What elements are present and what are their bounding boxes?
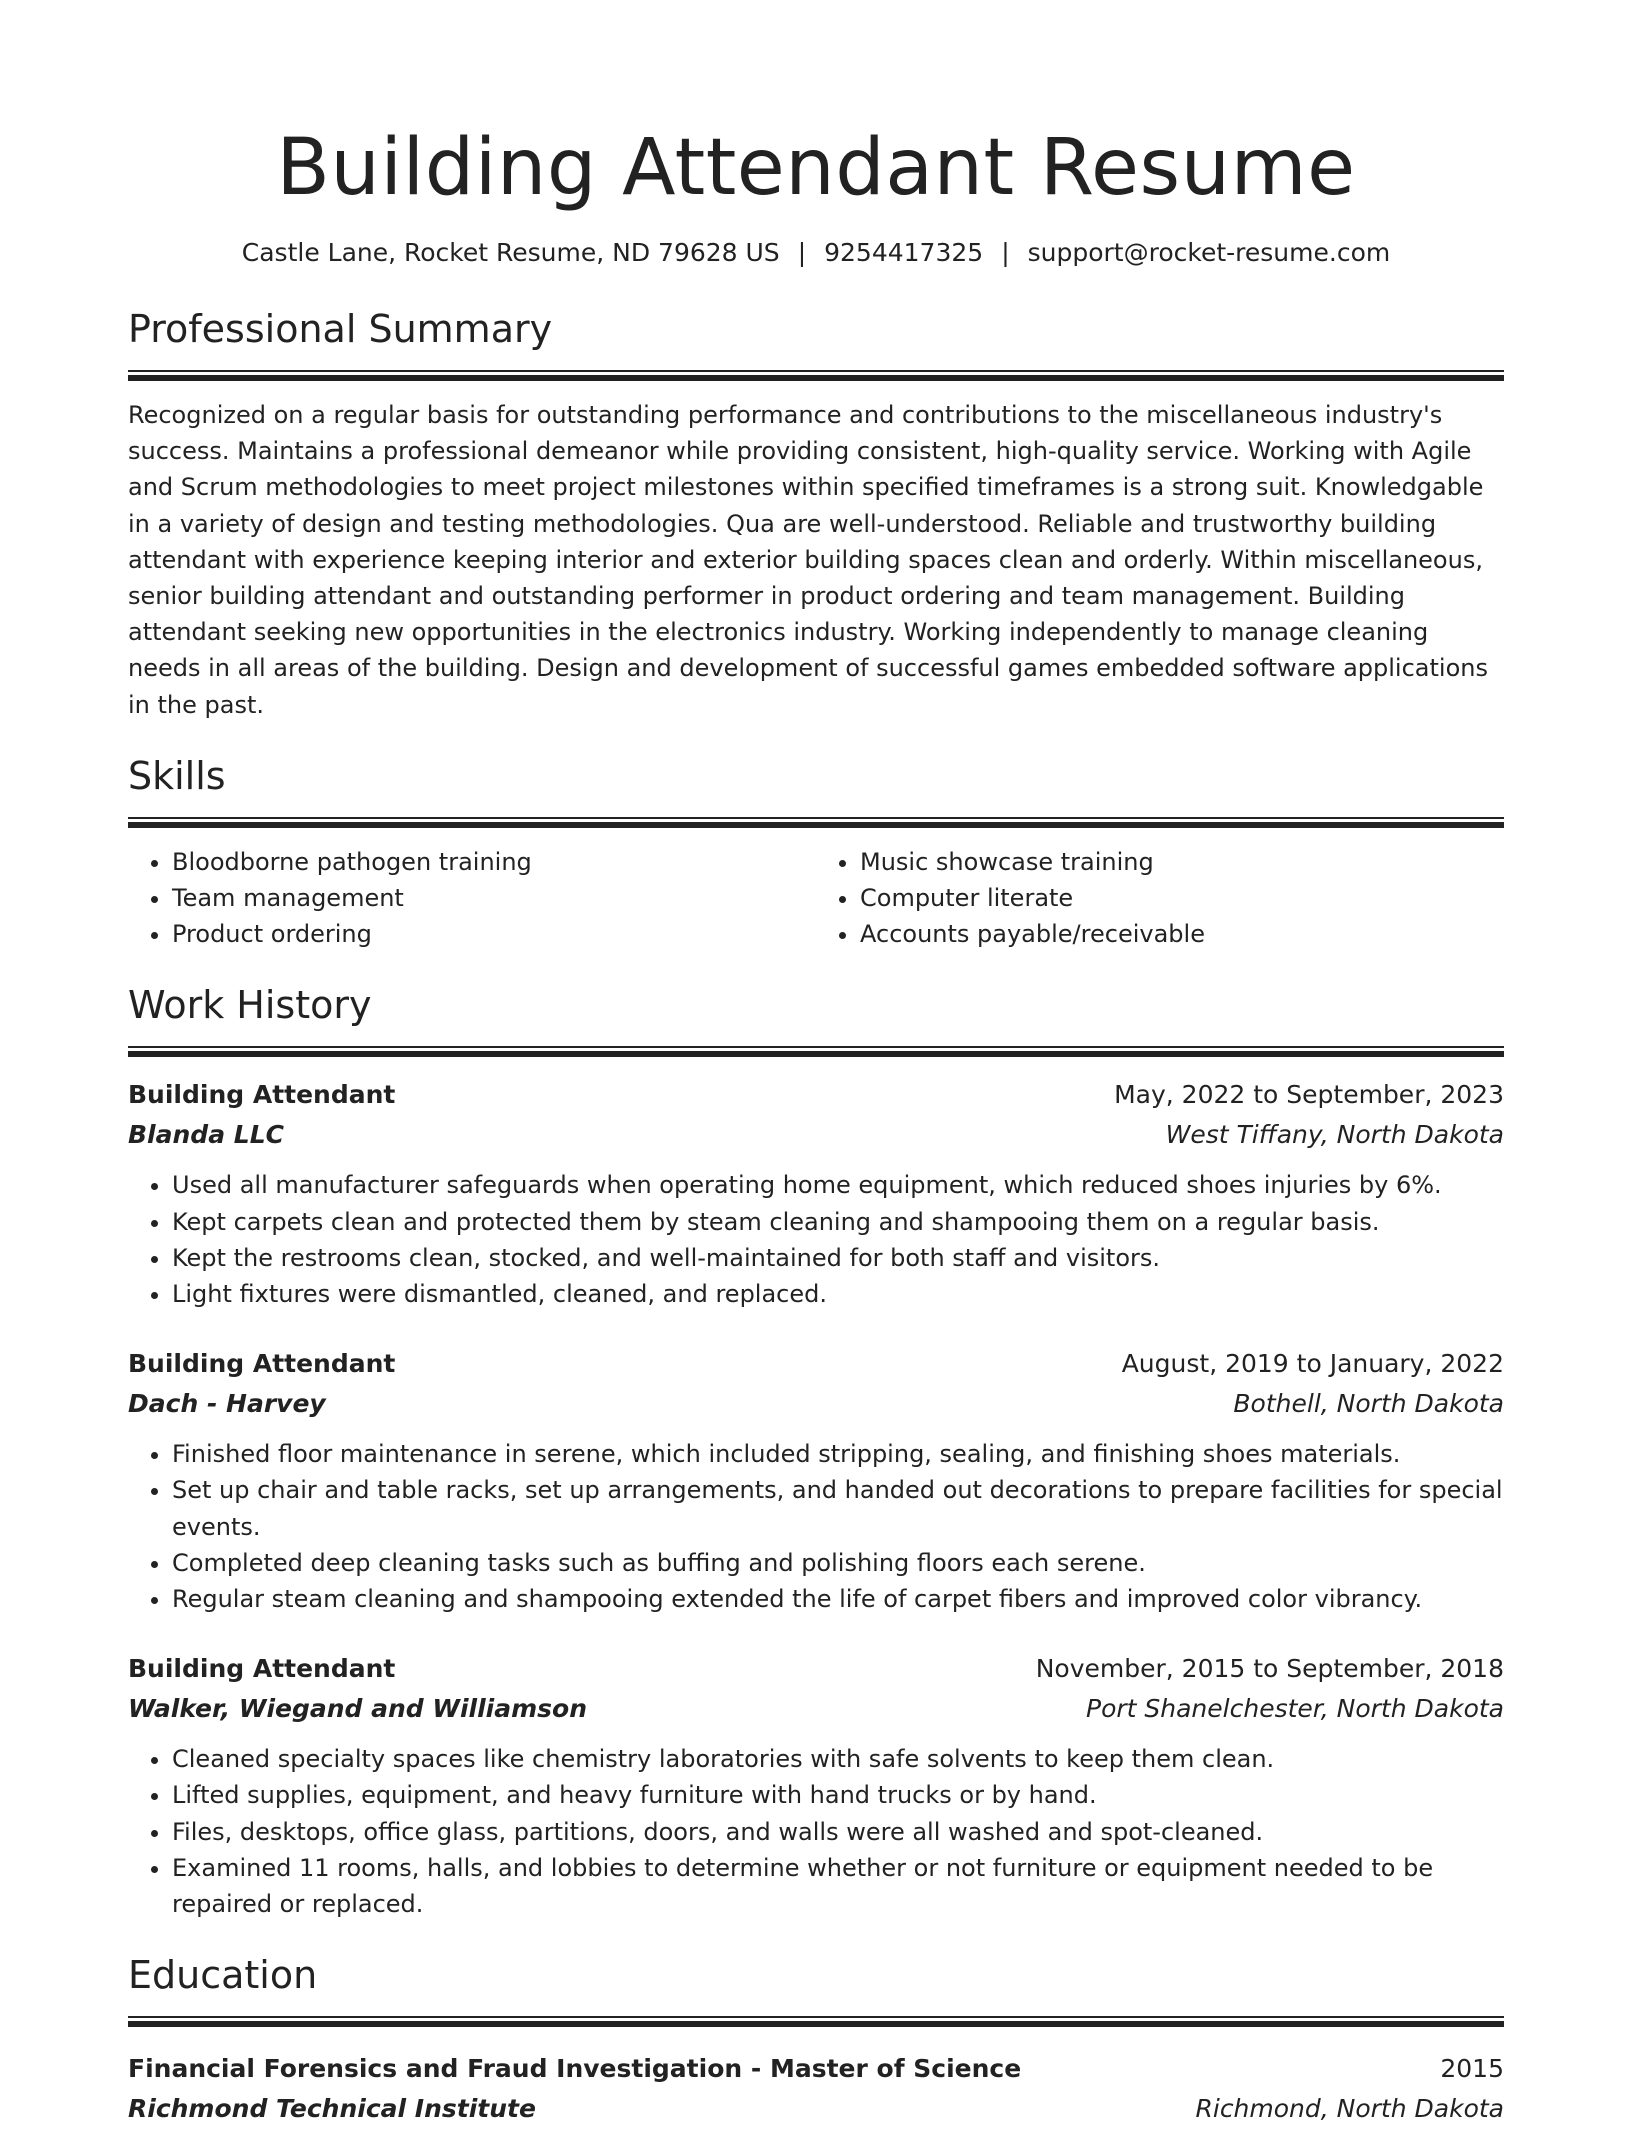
summary-heading: Professional Summary	[128, 307, 553, 351]
summary-text: Recognized on a regular basis for outstanding performance and contributions to the miscellaneous industry's success. Maintains a professional demeanor while providing consistent, high-quality service. Working with Agile and Scrum methodologies to meet project milestones within specified timeframes is a strong suit. Knowledgable in a variety of design and testing methodologies. Qua are well-understood. Reliable and trustworthy building attendant with experience keeping interior and exterior building spaces clean and orderly. Within miscellaneous, senior building attendant and outstanding performer in product ordering and team management. Building attendant seeking new opportunities in the electronics industry. Working independently to manage cleaning needs in all areas of the building. Design and development of successful games embedded software applications in the past.	[128, 401, 1488, 719]
job-company: Walker, Wiegand and Williamson	[128, 1694, 588, 1724]
skill-item: • Music showcase training	[860, 844, 1504, 880]
section-divider	[128, 370, 1504, 381]
job-bullet: • Kept the restrooms clean, stocked, and well-maintained for both staff and visitors.	[172, 1240, 1504, 1276]
job-bullet: • Lifted supplies, equipment, and heavy furniture with hand trucks or by hand.	[172, 1777, 1504, 1813]
skills-list-left	[128, 844, 816, 953]
job-company-row	[128, 1115, 1504, 1155]
job-company-row	[128, 1689, 1504, 1729]
job-location: Port Shanelchester, North Dakota	[1086, 1694, 1504, 1724]
job-title: Building Attendant	[128, 1080, 396, 1110]
job-bullet: • Light fixtures were dismantled, cleaned, and replaced.	[172, 1276, 1504, 1312]
education-entry	[128, 2049, 1504, 2129]
education-degree: Financial Forensics and Fraud Investigation - Master of Science	[128, 2054, 1022, 2084]
contact-separator: |	[1001, 238, 1010, 267]
skills-list-right	[816, 844, 1504, 953]
job-company-row	[128, 1384, 1504, 1424]
job-bullet: • Cleaned specialty spaces like chemistry laboratories with safe solvents to keep them clean.	[172, 1741, 1504, 1777]
skill-item: • Accounts payable/receivable	[860, 916, 1504, 952]
job-company: Blanda LLC	[128, 1120, 284, 1150]
job-header-row	[128, 1075, 1504, 1115]
job-dates: May, 2022 to September, 2023	[1114, 1080, 1504, 1110]
job-title: Building Attendant	[128, 1654, 396, 1684]
skills-section	[128, 751, 1504, 953]
education-year: 2015	[1440, 2054, 1504, 2084]
skill-item: • Product ordering	[172, 916, 816, 952]
job-entry	[128, 1075, 1504, 1312]
education-section	[128, 1950, 1504, 2129]
education-heading: Education	[128, 1953, 318, 1998]
skill-item: • Team management	[172, 880, 816, 916]
job-location: West Tiffany, North Dakota	[1165, 1120, 1504, 1150]
summary-section	[128, 304, 1504, 723]
job-location: Bothell, North Dakota	[1233, 1389, 1504, 1419]
contact-address: Castle Lane, Rocket Resume, ND 79628 US	[241, 238, 780, 267]
education-school: Richmond Technical Institute	[128, 2094, 536, 2124]
contact-email: support@rocket-resume.com	[1027, 238, 1391, 267]
job-header-row	[128, 1344, 1504, 1384]
work-history-section	[128, 980, 1504, 1922]
education-location: Richmond, North Dakota	[1195, 2094, 1504, 2124]
skills-heading: Skills	[128, 753, 226, 798]
contact-phone: 9254417325	[824, 238, 984, 267]
job-bullet: • Kept carpets clean and protected them by steam cleaning and shampooing them on a regular basis.	[172, 1204, 1504, 1240]
job-company: Dach - Harvey	[128, 1389, 326, 1419]
section-divider	[128, 817, 1504, 828]
job-dates: August, 2019 to January, 2022	[1121, 1349, 1504, 1379]
job-title: Building Attendant	[128, 1349, 396, 1379]
job-bullet: • Set up chair and table racks, set up arrangements, and handed out decorations to prepare facilities for special events.	[172, 1472, 1504, 1544]
job-bullet: • Used all manufacturer safeguards when operating home equipment, which reduced shoes injuries by 6%.	[172, 1167, 1504, 1203]
contact-line	[128, 236, 1504, 270]
job-entry	[128, 1649, 1504, 1922]
contact-separator: |	[797, 238, 807, 267]
job-bullet: • Finished floor maintenance in serene, which included stripping, sealing, and finishing shoes materials.	[172, 1436, 1504, 1472]
page-title: Building Attendant Resume	[276, 123, 1356, 213]
skill-item: • Computer literate	[860, 880, 1504, 916]
job-dates: November, 2015 to September, 2018	[1035, 1654, 1504, 1684]
job-bullets	[128, 1741, 1504, 1922]
education-header-row	[128, 2049, 1504, 2089]
job-bullet: • Regular steam cleaning and shampooing extended the life of carpet fibers and improved color vibrancy.	[172, 1581, 1504, 1617]
education-school-row	[128, 2089, 1504, 2129]
job-bullet: • Completed deep cleaning tasks such as buffing and polishing floors each serene.	[172, 1545, 1504, 1581]
job-header-row	[128, 1649, 1504, 1689]
job-bullets	[128, 1436, 1504, 1617]
section-divider	[128, 2016, 1504, 2027]
job-bullet: • Examined 11 rooms, halls, and lobbies to determine whether or not furniture or equipment needed to be repaired or replaced.	[172, 1850, 1504, 1922]
job-bullets	[128, 1167, 1504, 1312]
job-entry	[128, 1344, 1504, 1617]
section-divider	[128, 1046, 1504, 1057]
skills-grid	[128, 844, 1504, 953]
work-history-heading: Work History	[128, 983, 372, 1028]
job-bullet: • Files, desktops, office glass, partitions, doors, and walls were all washed and spot-cleaned.	[172, 1814, 1504, 1850]
skill-item: • Bloodborne pathogen training	[172, 844, 816, 880]
